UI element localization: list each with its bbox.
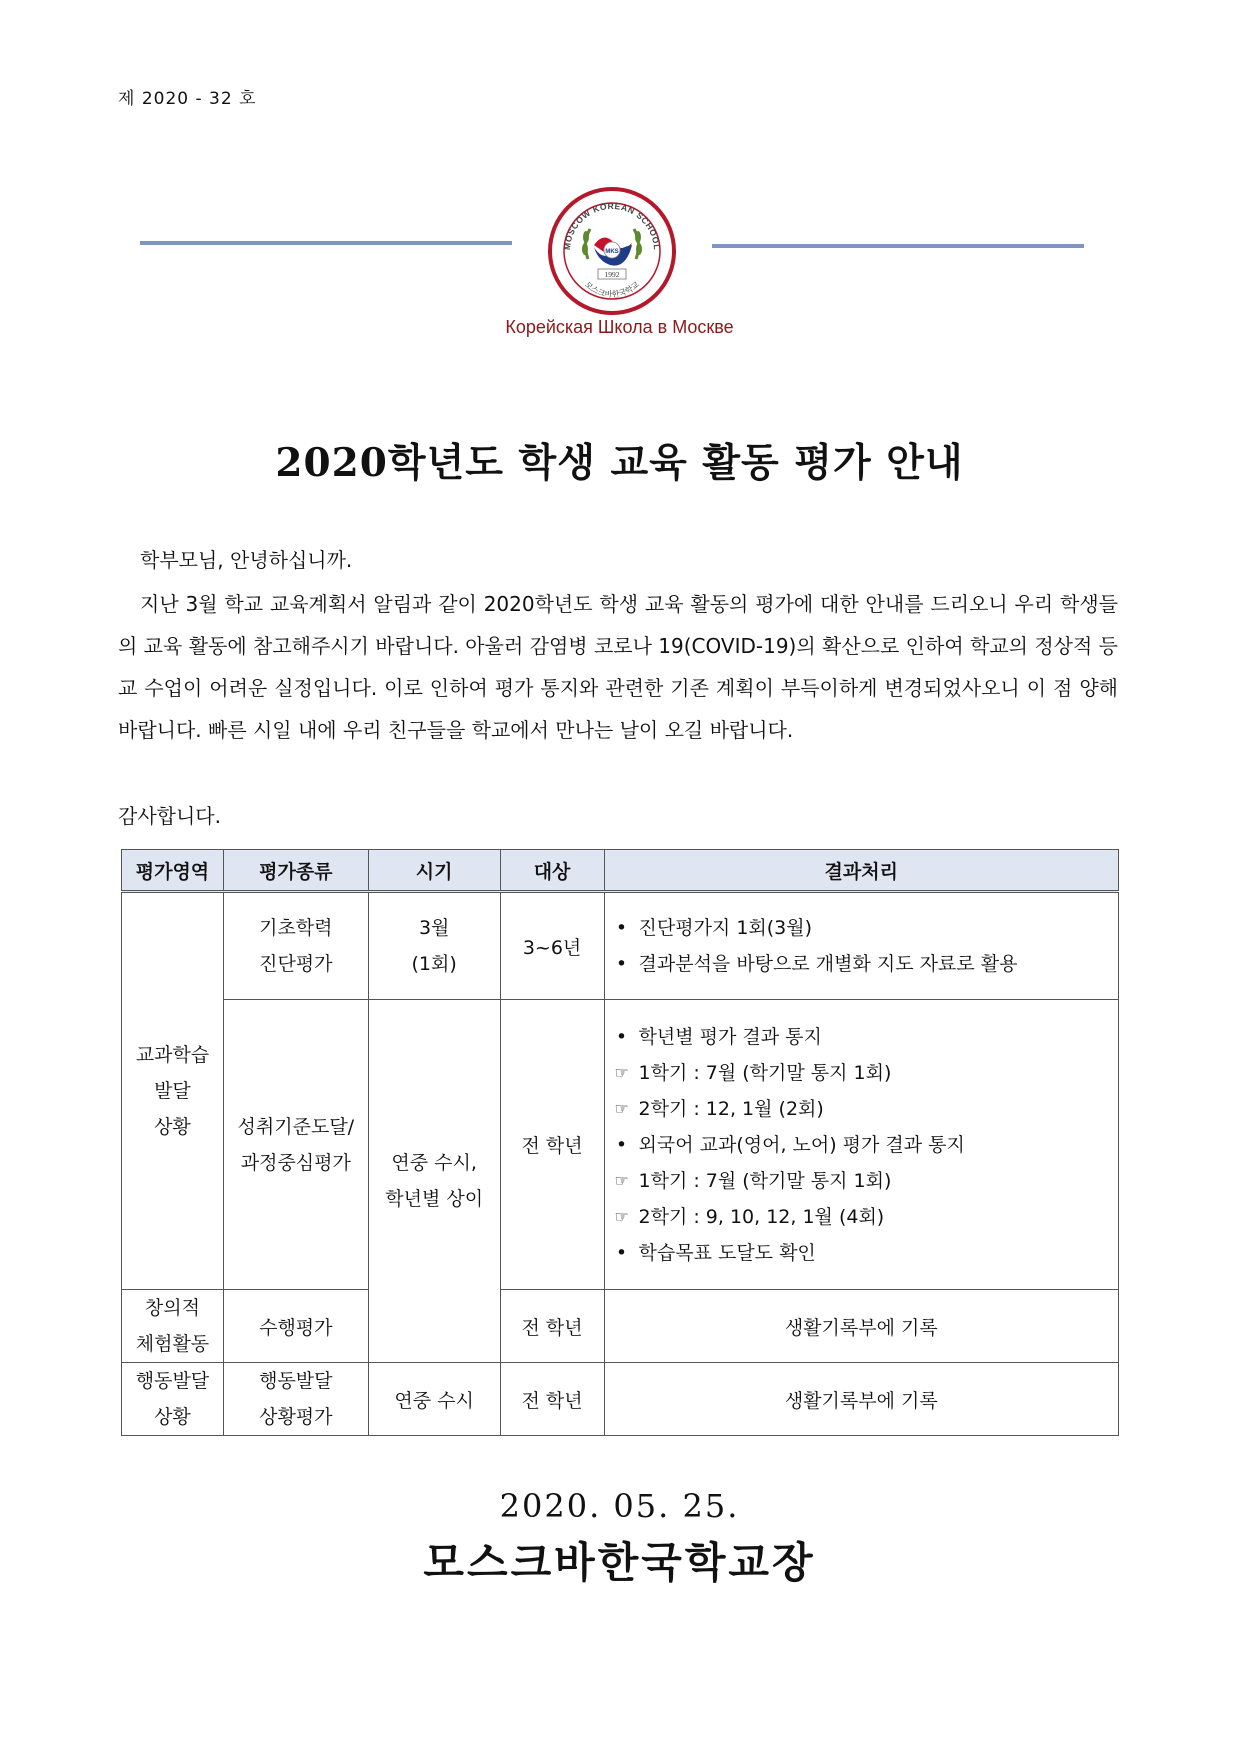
- cell-type-behavior: [223, 1363, 368, 1436]
- header-type: 평가종류: [223, 850, 368, 892]
- list-item: [605, 1127, 1118, 1163]
- period-line: 학년별 상이: [385, 1188, 484, 1210]
- header-result: 결과처리: [604, 850, 1118, 892]
- type-line: 성취기준도달/: [237, 1115, 355, 1138]
- bullet-marker: •: [615, 953, 628, 975]
- type-line: 과정중심평가: [240, 1151, 351, 1174]
- bullet-marker: •: [615, 1241, 628, 1264]
- type-line: 기초학력: [259, 917, 333, 939]
- list-item-text: 2학기 : 9, 10, 12, 1월 (4회): [638, 1205, 885, 1228]
- issue-date: 2020. 05. 25.: [499, 1487, 740, 1525]
- cell-target-all: 전 학년: [500, 1290, 604, 1363]
- evaluation-table: [121, 849, 1119, 1436]
- table-row: [122, 892, 1119, 1000]
- list-item-text: 2학기 : 12, 1월 (2회): [638, 1097, 824, 1120]
- table-row: [122, 1000, 1119, 1290]
- logo-ring-text: MOSCOW KOREAN SCHOOL: [561, 200, 663, 251]
- list-item: [605, 1235, 1118, 1271]
- greeting: 학부모님, 안녕하십니까.: [140, 548, 353, 572]
- area-line: 상황: [154, 1116, 191, 1138]
- closing-line: 감사합니다.: [118, 804, 221, 828]
- cell-target-all: 전 학년: [500, 1363, 604, 1436]
- list-item: [605, 946, 1118, 982]
- type-line: 진단평가: [259, 953, 333, 975]
- list-item-text: 학습목표 도달도 확인: [638, 1241, 816, 1264]
- list-item-text: 1학기 : 7월 (학기말 통지 1회): [638, 1169, 892, 1192]
- list-item-text: 외국어 교과(영어, 노어) 평가 결과 통지: [638, 1133, 965, 1156]
- cell-area-behavior: [122, 1363, 224, 1436]
- logo-center-text: MKS: [605, 249, 619, 255]
- document-title: 2020학년도 학생 교육 활동 평가 안내: [275, 440, 964, 486]
- area-line: 상황: [154, 1406, 191, 1428]
- school-logo: [548, 187, 676, 315]
- table-row: [122, 1290, 1119, 1363]
- list-item: [605, 1091, 1118, 1127]
- document-number: 제 2020 - 32 호: [118, 89, 257, 109]
- area-line: 발달: [154, 1080, 191, 1102]
- cell-area-academic: [122, 892, 224, 1290]
- area-line: 창의적: [144, 1297, 200, 1319]
- cell-result-diagnostic: [604, 892, 1118, 1000]
- cell-result-achievement: [604, 1000, 1118, 1290]
- bullet-marker: •: [615, 1025, 628, 1048]
- cell-result-record: 생활기록부에 기록: [604, 1363, 1118, 1436]
- period-line: 3월: [418, 917, 450, 939]
- table-header-row: [122, 850, 1119, 892]
- list-item-text: 결과분석을 바탕으로 개별화 지도 자료로 활용: [638, 953, 1018, 975]
- list-item-text: 학년별 평가 결과 통지: [638, 1025, 822, 1048]
- cell-type-performance: 수행평가: [223, 1290, 368, 1363]
- school-name-russian: Корейская Школа в Москве: [505, 317, 734, 337]
- cell-target-all: 전 학년: [500, 1000, 604, 1290]
- body-paragraph: 지난 3월 학교 교육계획서 알림과 같이 2020학년도 학생 교육 활동의 평가에 대한 안내를 드리오니 우리 학생들의 교육 활동에 참고해주시기 바랍니다. 아울러 감염병 코로나 19(COVID-19)의 확산으로 인하여 학교의 정상적 등교 수업이 어려운 실정입니다. 이로 인하여 평가 통지와 관련한 기존 계획이 부득이하게 변경되었사오니 이 점 양해바랍니다. 빠른 시일 내에 우리 친구들을 학교에서 만나는 날이 오길 바랍니다.: [118, 592, 1118, 742]
- header-rule-left: [140, 241, 512, 245]
- header-rule-right: [712, 244, 1084, 248]
- cell-area-creative: [122, 1290, 224, 1363]
- period-line: 연중 수시,: [391, 1152, 477, 1174]
- logo-bottom-text: 모스크바한국학교: [582, 279, 642, 300]
- area-line: 교과학습: [135, 1044, 210, 1066]
- list-item: [605, 1019, 1118, 1055]
- pointing-hand-icon: ☞: [614, 1206, 629, 1226]
- list-item-text: 1학기 : 7월 (학기말 통지 1회): [638, 1061, 892, 1084]
- table-row: [122, 1363, 1119, 1436]
- bullet-marker: •: [615, 917, 628, 939]
- header-area: 평가영역: [122, 850, 224, 892]
- list-item-text: 진단평가지 1회(3월): [638, 917, 813, 939]
- logo-year: 1992: [604, 270, 620, 279]
- period-line: (1회): [411, 953, 457, 975]
- list-item: [605, 1055, 1118, 1091]
- bullet-marker: •: [615, 1133, 628, 1156]
- list-item: [605, 1163, 1118, 1199]
- pointing-hand-icon: ☞: [614, 1170, 629, 1190]
- cell-target-3-6: 3~6년: [500, 892, 604, 1000]
- header-target: 대상: [500, 850, 604, 892]
- area-line: 행동발달: [135, 1370, 210, 1392]
- pointing-hand-icon: ☞: [614, 1062, 629, 1082]
- cell-result-record: 생활기록부에 기록: [604, 1290, 1118, 1363]
- type-line: 행동발달: [259, 1370, 333, 1392]
- cell-period-yearround: 연중 수시: [368, 1363, 500, 1436]
- list-item: [605, 910, 1118, 946]
- type-line: 상황평가: [259, 1406, 333, 1428]
- cell-period-yearround: [368, 1000, 500, 1363]
- cell-type-diagnostic: [223, 892, 368, 1000]
- pointing-hand-icon: ☞: [614, 1098, 629, 1118]
- cell-type-achievement: [223, 1000, 368, 1290]
- principal-signature: 모스크바한국학교장: [423, 1538, 816, 1587]
- cell-period-march: [368, 892, 500, 1000]
- header-period: 시기: [368, 850, 500, 892]
- area-line: 체험활동: [135, 1333, 210, 1355]
- list-item: [605, 1199, 1118, 1235]
